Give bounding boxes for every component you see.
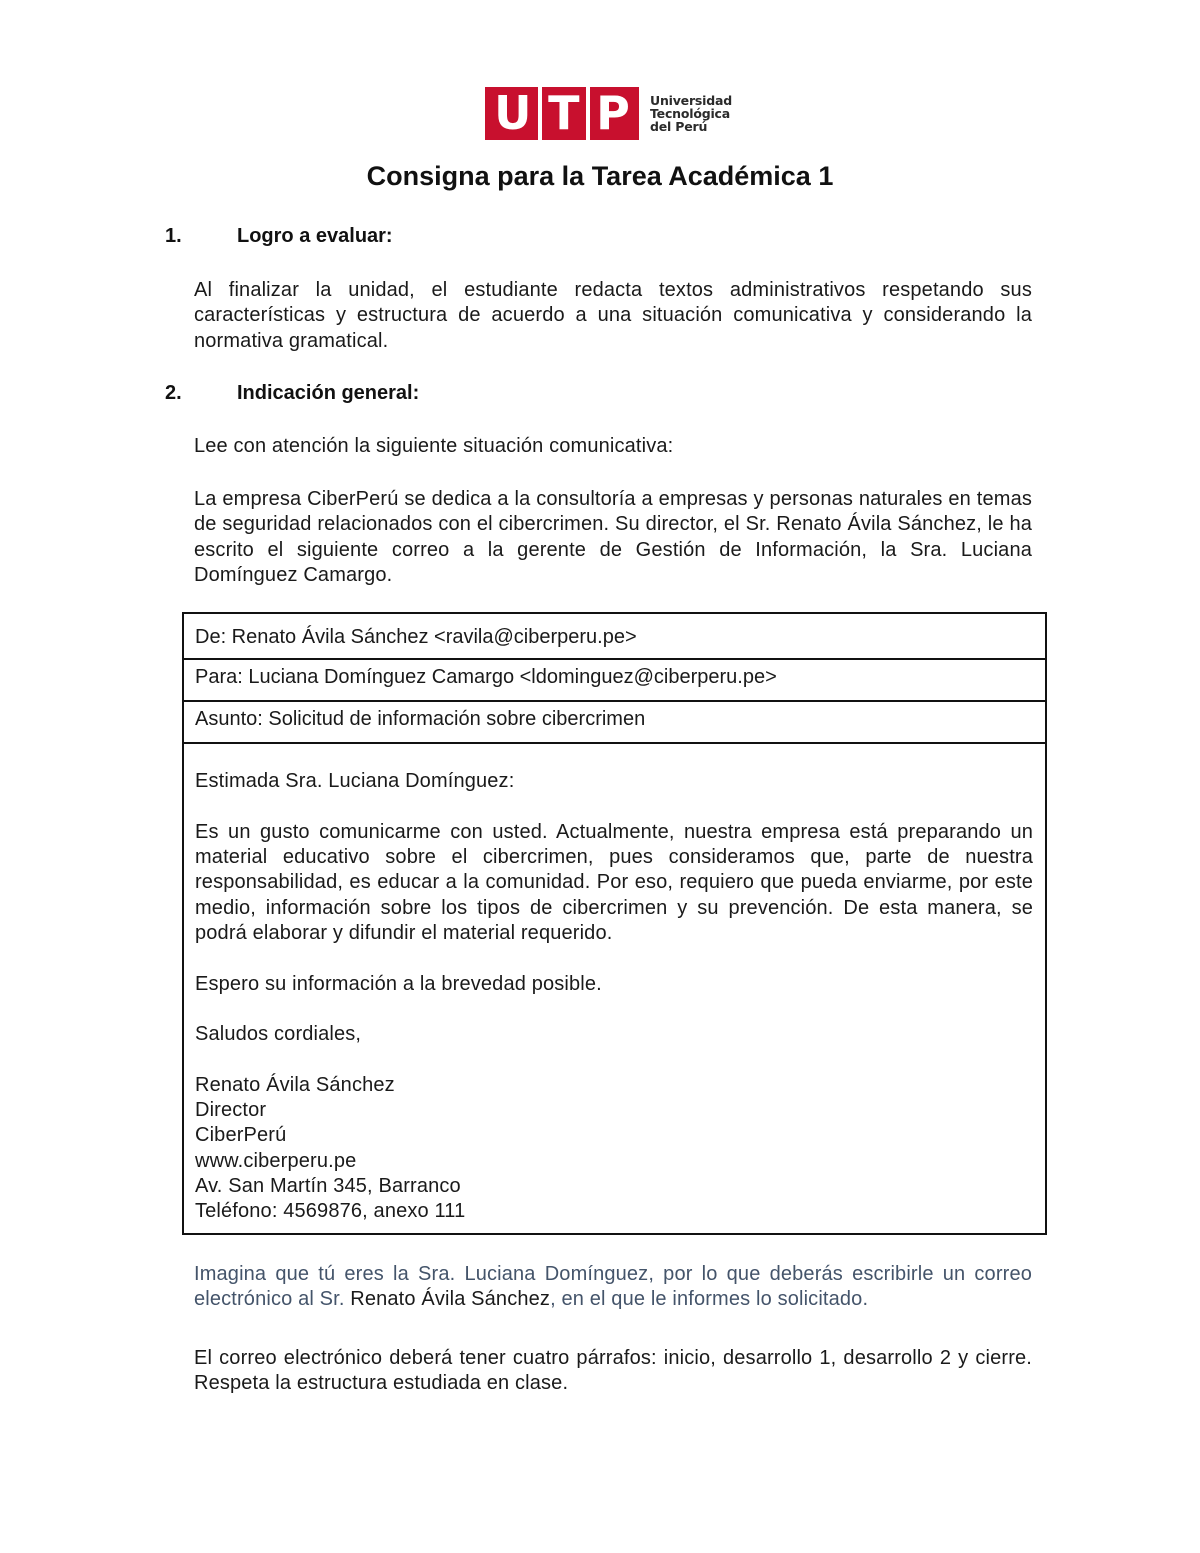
email-greeting: Estimada Sra. Luciana Domínguez: xyxy=(195,770,515,793)
final-instruction: El correo electrónico deberá tener cuatro párrafos: inicio, desarrollo 1, desarrollo 2 y cierre. Respeta la estructura estudiada en clase. xyxy=(194,1347,1032,1395)
section-2-number: 2. xyxy=(165,382,182,404)
email-salutation: Saludos cordiales, xyxy=(195,1023,362,1046)
email-main-paragraph: Es un gusto comunicarme con usted. Actualmente, nuestra empresa está preparando un material educativo sobre el cibercrimen, pues consideramos que, parte de nuestra responsabilidad, es educar a la comunidad. Por eso, requiero que pueda enviarme, por este medio, información sobre los tipos de cibercrimen y su prevención. De esta manera, se podrá elaborar y difundir el material requerido. xyxy=(195,820,1033,945)
section-2-intro: Lee con atención la siguiente situación comunicativa: xyxy=(194,435,674,457)
instruction-name: Renato Ávila Sánchez xyxy=(350,1288,551,1311)
signature-phone: Teléfono: 4569876, anexo 111 xyxy=(195,1200,466,1223)
utp-logo xyxy=(485,87,732,140)
logo-letter-p: P xyxy=(596,86,630,140)
logo-wordmark: Universidad Tecnológica del Perú xyxy=(650,93,732,134)
section-1-title: Logro a evaluar: xyxy=(237,225,393,247)
instruction-text-part1: Imagina que tú eres la Sra. Luciana Domínguez, por lo que deberás escribirle un correo electrónico al Sr. xyxy=(194,1263,1032,1311)
signature-company: CiberPerú xyxy=(195,1124,287,1147)
section-2-context: La empresa CiberPerú se dedica a la consultoría a empresas y personas naturales en temas de seguridad relacionados con el cibercrimen. Su director, el Sr. Renato Ávila Sánchez, le ha escrito el siguiente correo a la gerente de Gestión de Información, la Sra. Luciana Domínguez Camargo. xyxy=(194,488,1032,586)
logo-letter-t: T xyxy=(548,86,580,140)
signature-address: Av. San Martín 345, Barranco xyxy=(195,1175,461,1198)
email-subject: Asunto: Solicitud de información sobre cibercrimen xyxy=(184,702,1045,744)
email-closing-line: Espero su información a la brevedad posible. xyxy=(195,972,602,995)
signature-name: Renato Ávila Sánchez xyxy=(195,1073,395,1096)
section-2-title: Indicación general: xyxy=(237,382,420,404)
page-title: Consigna para la Tarea Académica 1 xyxy=(366,161,834,191)
section-1-heading xyxy=(165,225,393,248)
section-1-number: 1. xyxy=(165,225,182,247)
logo-mark xyxy=(485,87,639,140)
email-body xyxy=(195,744,1033,1225)
instruction-text-part2: , en el que le informes lo solicitado. xyxy=(550,1288,869,1311)
signature-title: Director xyxy=(195,1099,267,1122)
logo-letter-u: U xyxy=(494,86,532,140)
email-from: De: Renato Ávila Sánchez <ravila@ciberperu.pe> xyxy=(184,614,1045,660)
instruction-paragraph xyxy=(194,1262,1032,1313)
email-to: Para: Luciana Domínguez Camargo <ldominguez@ciberperu.pe> xyxy=(184,660,1045,702)
section-1-text: Al finalizar la unidad, el estudiante redacta textos administrativos respetando sus características y estructura de acuerdo a una situación comunicativa y considerando la normativa gramatical. xyxy=(194,279,1032,352)
section-2-heading xyxy=(165,382,419,405)
signature-website: www.ciberperu.pe xyxy=(195,1149,357,1172)
email-table xyxy=(182,612,1047,1235)
